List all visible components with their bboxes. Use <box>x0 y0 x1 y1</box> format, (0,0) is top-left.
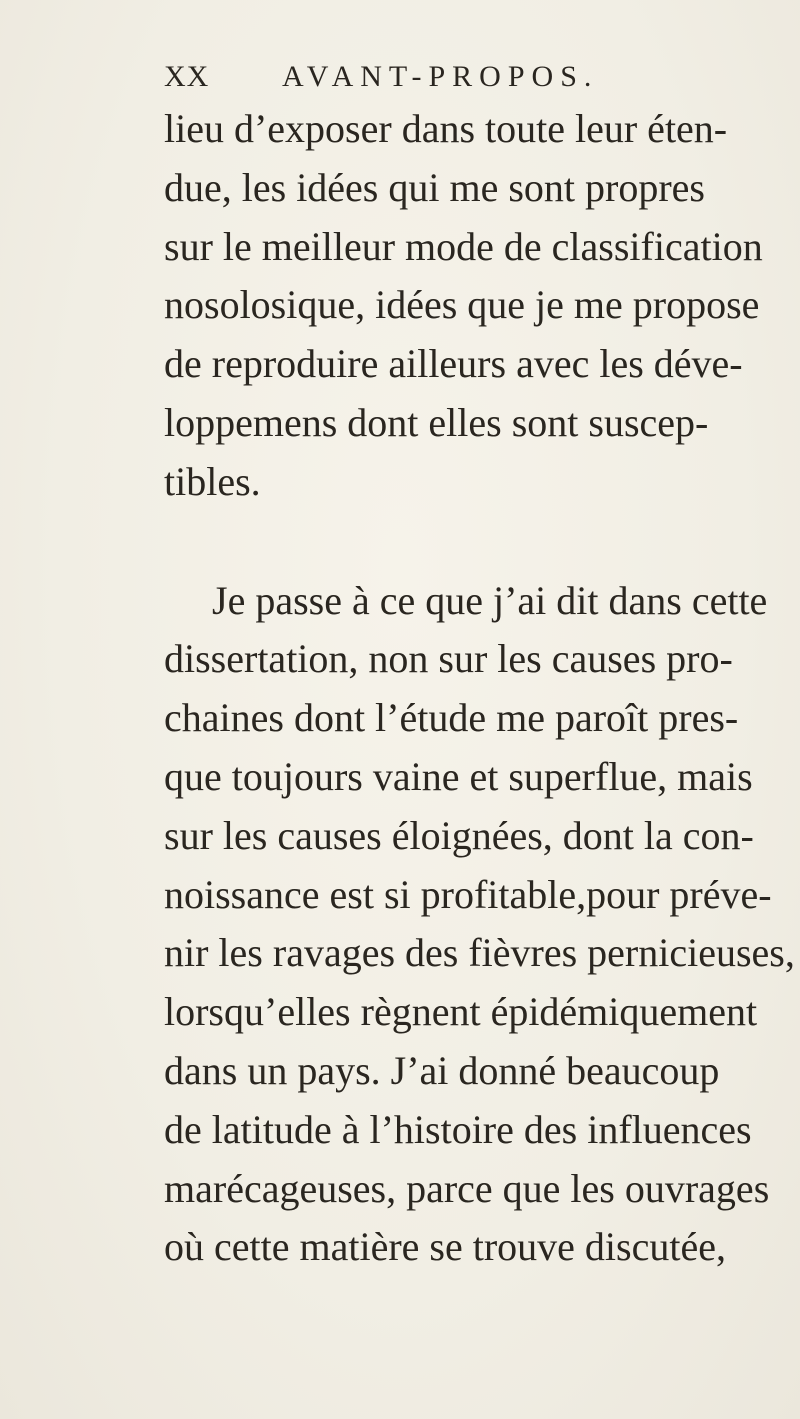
text-line: dissertation, non sur les causes pro- <box>164 636 733 682</box>
text-line: lieu d’exposer dans toute leur éten- <box>164 106 728 151</box>
text-line: dans un pays. J’ai donné beaucoup <box>164 1047 720 1093</box>
text-line: nir les ravages des fièvres pernicieuses, <box>164 930 795 976</box>
running-title: AVANT-PROPOS. <box>282 60 599 93</box>
text-line: de latitude à l’histoire des influences <box>164 1106 752 1152</box>
text-line: de reproduire ailleurs avec les déve- <box>164 341 743 387</box>
paragraph-spacer <box>164 512 684 572</box>
page-header <box>164 60 684 100</box>
paragraph-2 <box>164 572 795 1278</box>
text-line: due, les idées qui me sont propres <box>164 164 705 210</box>
text-line: sur le meilleur mode de classification <box>164 223 763 269</box>
text-line: où cette matière se trouve discutée, <box>164 1224 726 1270</box>
text-line: sur les causes éloignées, dont la con- <box>164 812 754 858</box>
text-line: Je passe à ce que j’ai dit dans cette <box>212 577 768 623</box>
body-text <box>164 100 795 1277</box>
text-line: noissance est si profitable,pour préve- <box>164 871 772 917</box>
text-line: chaines dont l’étude me paroît pres- <box>164 695 739 741</box>
text-line: nosolosique, idées que je me propose <box>164 282 760 328</box>
page-number: XX <box>164 60 210 93</box>
text-line: marécageuses, parce que les ouvrages <box>164 1165 770 1211</box>
text-line: que toujours vaine et superflue, mais <box>164 753 753 799</box>
text-line: loppemens dont elles sont suscep- <box>164 399 709 445</box>
paragraph-1 <box>164 100 763 512</box>
text-line: tibles. <box>164 458 261 504</box>
text-line: lorsqu’elles règnent épidémiquement <box>164 989 758 1035</box>
